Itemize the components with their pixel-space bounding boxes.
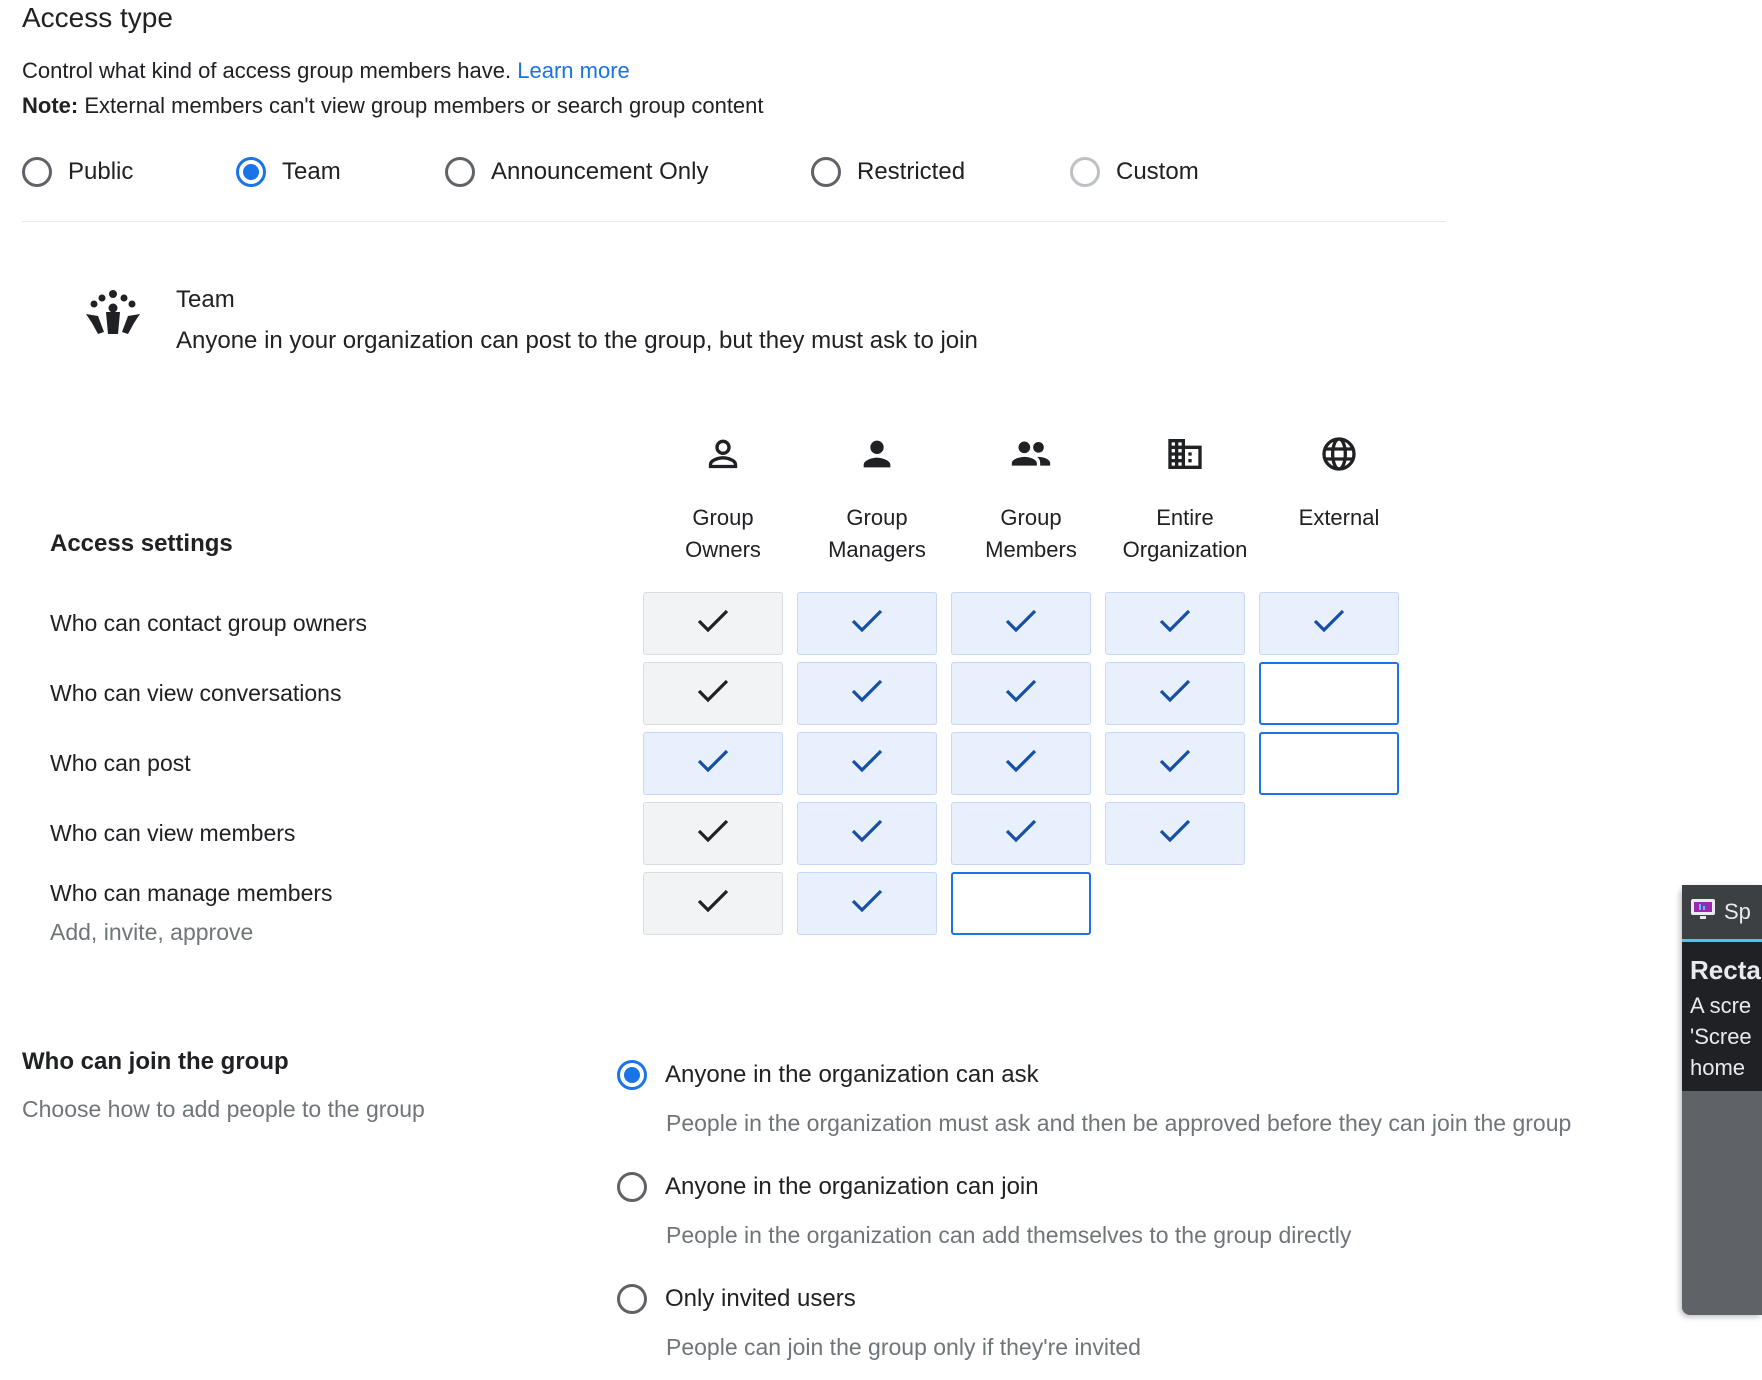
- panel-tab[interactable]: [1682, 885, 1762, 942]
- note-label: Note:: [22, 93, 79, 118]
- row-sublabel-manage-members: Add, invite, approve: [50, 919, 254, 945]
- section-title: Access type: [22, 2, 173, 33]
- access-settings-title: Access settings: [50, 530, 233, 557]
- checkmark-icon: [1004, 677, 1038, 710]
- row-label-contact-owners: Who can contact group owners: [50, 610, 368, 636]
- permission-cell-group-owners[interactable]: [643, 662, 783, 725]
- join-option-invited[interactable]: [617, 1284, 856, 1314]
- globe-icon: [1264, 434, 1414, 474]
- panel-title: Recta: [1690, 955, 1761, 985]
- access-option-custom[interactable]: [1070, 157, 1199, 187]
- permission-cell-external[interactable]: [1259, 592, 1399, 655]
- join-subtitle: Choose how to add people to the group: [22, 1096, 425, 1122]
- radio-join-ask[interactable]: [617, 1060, 647, 1090]
- column-header-line: Members: [985, 537, 1077, 562]
- person-icon: [802, 434, 952, 474]
- row-label-view-conversations: Who can view conversations: [50, 680, 342, 706]
- checkmark-icon: [696, 817, 730, 850]
- panel-line: home: [1690, 1055, 1746, 1080]
- checkmark-icon: [1158, 817, 1192, 850]
- panel-tab-label: Sp: [1724, 899, 1751, 924]
- access-option-restricted[interactable]: [811, 157, 965, 187]
- join-option-description: People in the organization must ask and then be approved before they can join the group: [666, 1110, 1572, 1136]
- permission-cell-entire-organization[interactable]: [1105, 802, 1245, 865]
- checkmark-icon: [850, 607, 884, 640]
- selected-type-description: Anyone in your organization can post to the group, but they must ask to join: [176, 327, 978, 354]
- checkmark-icon: [850, 887, 884, 920]
- checkmark-icon: [696, 607, 730, 640]
- column-header-group-owners: [648, 502, 798, 566]
- people-icon: [956, 434, 1106, 474]
- monitor-icon: [1690, 898, 1716, 926]
- permission-cell-entire-organization[interactable]: [1105, 732, 1245, 795]
- column-header-line: Group: [1000, 505, 1062, 530]
- overlay-side-panel[interactable]: [1682, 885, 1762, 1315]
- radio-public[interactable]: [22, 157, 52, 187]
- column-header-entire-organization: [1110, 502, 1260, 566]
- radio-team[interactable]: [236, 157, 266, 187]
- checkmark-icon: [1004, 607, 1038, 640]
- access-description: [22, 58, 630, 84]
- checkmark-icon: [696, 887, 730, 920]
- row-label-manage-members: Who can manage members: [50, 880, 333, 906]
- permission-cell-group-managers[interactable]: [797, 802, 937, 865]
- checkmark-icon: [1004, 817, 1038, 850]
- permission-cell-group-managers[interactable]: [797, 732, 937, 795]
- access-option-public[interactable]: [22, 157, 133, 187]
- checkmark-icon: [1158, 747, 1192, 780]
- join-option-description: People in the organization can add themselves to the group directly: [666, 1222, 1352, 1248]
- learn-more-link[interactable]: Learn more: [517, 58, 630, 83]
- permission-cell-group-managers[interactable]: [797, 662, 937, 725]
- permission-cell-group-managers[interactable]: [797, 592, 937, 655]
- column-header-group-members: [956, 502, 1106, 566]
- column-header-line: Group: [846, 505, 908, 530]
- column-header-line: Owners: [685, 537, 761, 562]
- checkmark-icon: [850, 817, 884, 850]
- join-option-label: Anyone in the organization can ask: [665, 1061, 1039, 1088]
- column-header-line: External: [1298, 505, 1380, 530]
- join-option-label: Anyone in the organization can join: [665, 1173, 1039, 1200]
- access-option-team[interactable]: [236, 157, 341, 187]
- building-icon: [1110, 434, 1260, 474]
- row-label-view-members: Who can view members: [50, 820, 296, 846]
- permission-cell-external[interactable]: [1259, 732, 1399, 795]
- description-text: Control what kind of access group members have.: [22, 58, 512, 83]
- access-option-label: Team: [282, 158, 341, 185]
- radio-restricted[interactable]: [811, 157, 841, 187]
- permission-cell-group-members[interactable]: [951, 872, 1091, 935]
- team-icon: [82, 290, 144, 343]
- panel-content: [1682, 942, 1762, 1091]
- join-title: Who can join the group: [22, 1048, 289, 1075]
- permission-cell-group-owners[interactable]: [643, 872, 783, 935]
- checkmark-icon: [1158, 607, 1192, 640]
- panel-line: A scre: [1690, 993, 1752, 1018]
- permission-cell-group-owners[interactable]: [643, 592, 783, 655]
- access-option-label: Custom: [1116, 158, 1199, 185]
- column-header-external: [1264, 502, 1414, 534]
- note-text: [22, 93, 764, 119]
- permission-cell-group-owners[interactable]: [643, 732, 783, 795]
- checkmark-icon: [850, 747, 884, 780]
- row-label-post: Who can post: [50, 750, 191, 776]
- permission-cell-group-managers[interactable]: [797, 872, 937, 935]
- checkmark-icon: [696, 677, 730, 710]
- column-header-line: Organization: [1122, 537, 1248, 562]
- join-option-description: People can join the group only if they're invited: [666, 1334, 1141, 1360]
- join-option-ask[interactable]: [617, 1060, 1039, 1090]
- radio-join-invited[interactable]: [617, 1284, 647, 1314]
- selected-type-name: Team: [176, 286, 235, 313]
- access-option-label: Restricted: [857, 158, 966, 185]
- checkmark-icon: [1004, 747, 1038, 780]
- checkmark-icon: [850, 677, 884, 710]
- column-header-line: Group: [692, 505, 754, 530]
- permission-cell-group-members[interactable]: [951, 732, 1091, 795]
- permission-cell-entire-organization[interactable]: [1105, 592, 1245, 655]
- permission-cell-group-members[interactable]: [951, 592, 1091, 655]
- divider: [22, 221, 1446, 222]
- permission-cell-group-members[interactable]: [951, 662, 1091, 725]
- radio-custom[interactable]: [1070, 157, 1100, 187]
- join-option-label: Only invited users: [665, 1285, 856, 1312]
- access-option-announcement-only[interactable]: [445, 157, 708, 187]
- permission-cell-external[interactable]: [1259, 662, 1399, 725]
- person-outline-icon: [648, 434, 798, 474]
- checkmark-icon: [696, 747, 730, 780]
- access-option-label: Public: [68, 158, 134, 185]
- join-option-join[interactable]: [617, 1172, 1039, 1202]
- panel-line: 'Scree: [1690, 1024, 1752, 1049]
- checkmark-icon: [1158, 677, 1192, 710]
- access-option-label: Announcement Only: [491, 158, 709, 185]
- column-header-group-managers: [802, 502, 952, 566]
- permission-cell-group-members[interactable]: [951, 802, 1091, 865]
- note-body: External members can't view group members or search group content: [84, 93, 764, 118]
- column-header-line: Managers: [828, 537, 926, 562]
- radio-announcement-only[interactable]: [445, 157, 475, 187]
- checkmark-icon: [1312, 607, 1346, 640]
- column-header-line: Entire: [1156, 505, 1214, 530]
- radio-join-direct[interactable]: [617, 1172, 647, 1202]
- permission-cell-entire-organization[interactable]: [1105, 662, 1245, 725]
- permission-cell-group-owners[interactable]: [643, 802, 783, 865]
